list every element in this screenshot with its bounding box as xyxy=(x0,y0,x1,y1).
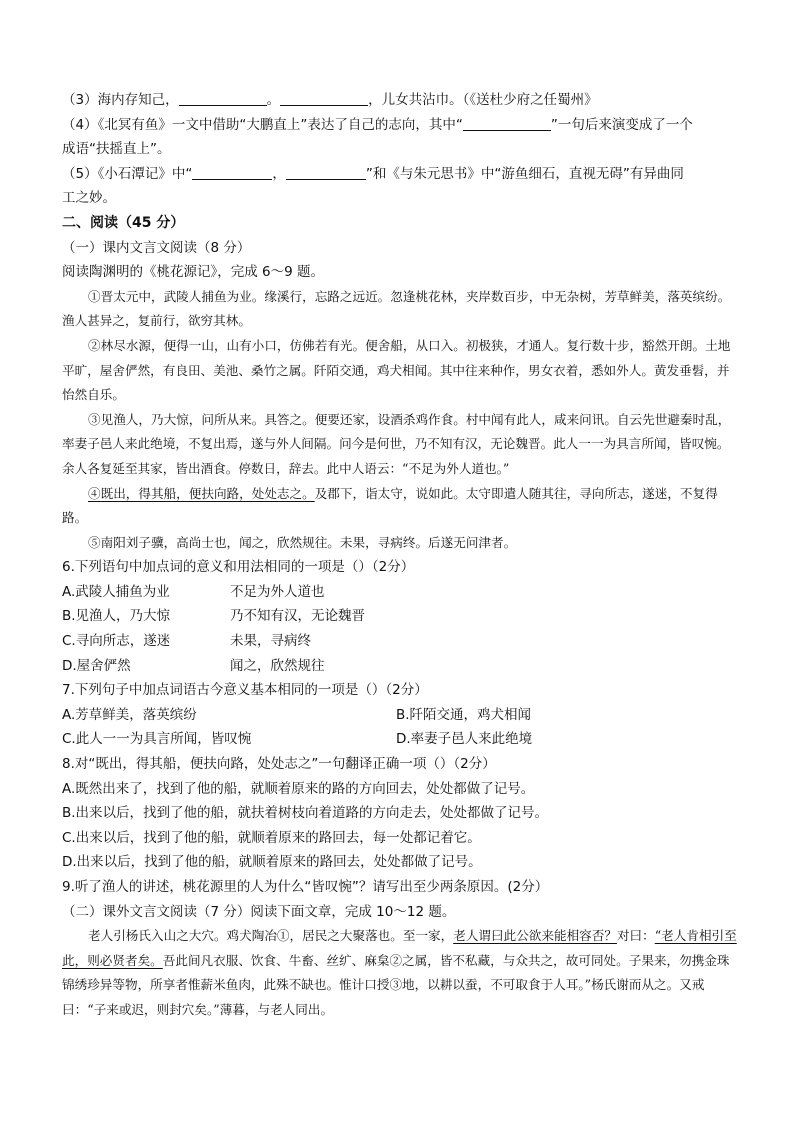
question-4 xyxy=(62,113,738,138)
passage-para-3: ③见渔人，乃大惊，问所从来。具答之。便要还家，设酒杀鸡作食。村中闻有此人，咸来问讯。自云先世避秦时乱，率妻子邑人来此绝境，不复出焉，遂与外人间隔。问今是何世，乃不知有汉，无论魏晋。此人一一为具言所闻，皆叹惋。余人各复延至其家，皆出酒食。停数日，辞去。此中人语云：“不足为外人道也。” xyxy=(62,411,731,476)
part2-heading: （二）课外文言文阅读（7 分）阅读下面文章，完成 10～12 题。 xyxy=(62,903,456,920)
para-4-rest: 及郡下，诣太守，说如此。太守即遣人随其往，寻向所志，遂迷，不复得路。 xyxy=(62,485,718,526)
underlined-sentence-3: “老人肯相引至此，则必贤者矣。 xyxy=(62,928,737,968)
q7-option-d[interactable]: D.率妻子邑人来此绝境 xyxy=(396,731,533,748)
underlined-sentence: ④既出，得其船，便扶向路，处处志之。 xyxy=(88,485,315,501)
passage-para-2: ②林尽水源，便得一山，山有小口，仿佛若有光。便舍船，从口入。初极狭，才通人。复行数十步，豁然开朗。土地平旷，屋舍俨然，有良田、美池、桑竹之属。阡陌交通，鸡犬相闻。其中往来种作，男女衣着，悉如外人。黄发垂髫，并怡然自乐。 xyxy=(62,337,731,403)
question-3 xyxy=(62,88,738,113)
answer-blank[interactable] xyxy=(192,165,272,180)
answer-blank[interactable] xyxy=(286,165,366,180)
passage-para-4 xyxy=(62,482,738,531)
q3-text-a: （3）海内存知己， xyxy=(62,92,179,108)
answer-blank[interactable] xyxy=(280,91,368,106)
q8-option-a[interactable]: A.既然出来了，找到了他的船，就顺着原来的路的方向回去，处处都做了记号。 xyxy=(62,780,535,797)
q6-option-b[interactable]: B.见渔人，乃大惊 乃不知有汉，无论魏晋 xyxy=(62,608,365,625)
q4-text-a: （4）《北冥有鱼》一文中借助“大鹏直上”表达了自己的志向，其中“ xyxy=(62,116,463,133)
question-5 xyxy=(62,162,738,187)
question-8-stem: 8.对“既出，得其船，便扶向路，处处志之”一句翻译正确一项（）（2分） xyxy=(62,756,496,773)
q5-text-c: ”和《与朱元思书》中“游鱼细石，直视无碍”有异曲同 xyxy=(365,165,684,182)
question-7-stem: 7.下列句子中加点词语古今意义基本相同的一项是（）（2分） xyxy=(62,682,428,699)
question-5-cont: 工之妙。 xyxy=(62,190,116,207)
answer-blank[interactable] xyxy=(463,116,551,131)
q6-option-a[interactable]: A.武陵人捕鱼为业 不足为外人道也 xyxy=(62,583,325,600)
q7-option-c[interactable]: C.此人一一为具言所闻，皆叹惋 xyxy=(62,731,252,748)
q5-text-b: ， xyxy=(272,165,286,182)
q7-options-row-2 xyxy=(62,727,738,752)
q7-option-b[interactable]: B.阡陌交通，鸡犬相闻 xyxy=(396,706,532,723)
passage-para-5: ⑤南阳刘子骥，高尚士也，闻之，欣然规往。未果，寻病终。后遂无问津者。 xyxy=(88,534,517,550)
section-heading: 二、阅读（45 分） xyxy=(62,214,185,231)
underlined-sentence-2: 老人谓曰此公欲来能相容否？ xyxy=(453,928,617,944)
exam-page xyxy=(62,88,738,1023)
question-4-cont: 成语“扶摇直上”。 xyxy=(62,141,171,158)
q4-text-b: ”一句后来演变成了一个 xyxy=(550,116,693,133)
passage2-para-1: 老人引杨氏入山之大穴。鸡犬陶冶①，居民之大聚落也。至一家，老人谓曰此公欲来能相容否？对曰：“老人肯相引至此，则必贤者矣。吾此间凡衣服、饮食、牛畜、丝纩、麻枲②之属，皆不私藏，与众共之，故可同处。子果来，勿携金珠锦绣珍异等物，所享者惟薪米鱼肉，此殊不缺也。惟计口授③地，以耕以蚕，不可取食于人耳。”杨氏谢而从之。又戒曰：“子来或迟，则封穴矣。”薄暮，与老人同出。 xyxy=(62,928,737,1017)
q8-option-d[interactable]: D.出来以后，找到了他的船，就顺着原来的路回去，处处都做了记号。 xyxy=(62,854,482,871)
part1-heading: （一）课内文言文阅读（8 分） xyxy=(62,239,251,256)
q5-text-a: （5）《小石潭记》中“ xyxy=(62,165,193,182)
passage-para-1: ①晋太元中，武陵人捕鱼为业。缘溪行，忘路之远近。忽逢桃花林，夹岸数百步，中无杂树，芳草鲜美，落英缤纷。渔人甚异之，复前行，欲穷其林。 xyxy=(62,288,731,329)
answer-blank[interactable] xyxy=(179,91,267,106)
q3-text-c: ，儿女共沾巾。（《送杜少府之任蜀州》 xyxy=(368,92,598,108)
question-9: 9.听了渔人的讲述，桃花源里的人为什么“皆叹惋”？请写出至少两条原因。(2分） xyxy=(62,879,549,895)
q6-option-c[interactable]: C.寻向所志，遂迷 未果，寻病终 xyxy=(62,633,311,650)
q7-options-row-1 xyxy=(62,703,738,728)
part1-intro: 阅读陶渊明的《桃花源记》，完成 6～9 题。 xyxy=(62,264,325,281)
q8-option-b[interactable]: B.出来以后，找到了他的船，就扶着树枝向着道路的方向走去，处处都做了记号。 xyxy=(62,805,549,822)
q8-option-c[interactable]: C.出来以后，找到了他的船，就顺着原来的路回去，每一处都记着它。 xyxy=(62,829,481,846)
q3-text-b: 。 xyxy=(266,92,281,108)
question-6-stem: 6.下列语句中加点词的意义和用法相同的一项是（）（2分） xyxy=(62,559,415,576)
q6-option-d[interactable]: D.屋舍俨然 闻之，欣然规往 xyxy=(62,657,325,674)
q7-option-a[interactable]: A.芳草鲜美，落英缤纷 xyxy=(62,706,197,723)
